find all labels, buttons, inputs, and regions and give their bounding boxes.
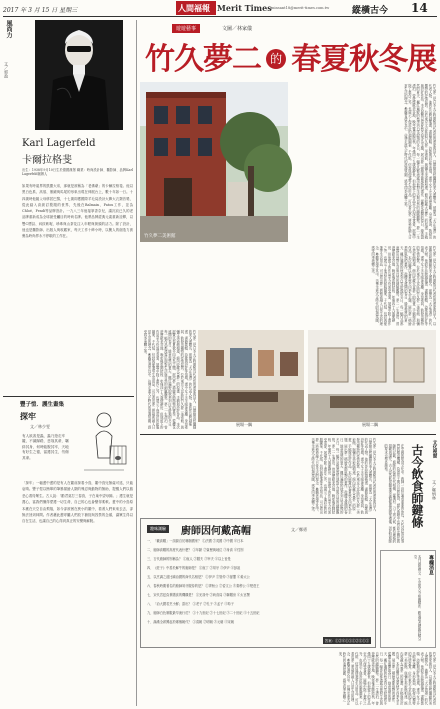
museum-photo xyxy=(140,82,288,242)
page-number: 14 xyxy=(411,1,428,15)
notice-box xyxy=(380,550,436,648)
comic-body: 「探牢」一幅畫中畫的是有人在籠前探看小鳥，籠中鳥兒無處可逃，只能哀鳴。豐子愷以簡單的筆墨描繪人類的殘忍與動物的無助，提醒人們以慈悲心看待眾生。古人說：「勸君莫打三春鳥，子在巢中望母歸。」護生就是護心，當我們懂得愛護一切生命，自己的心也會變得柔軟。畫中的小鳥原本應在天空自由飛翔，如今卻被困在狹小的籠中，看著人們來來去去，卻無法回到林間。作者藉此畫呼籲人們放下捕捉與囚禁的念頭，讓眾生得以自在生活，也讓自己的心得到真正的安樂與解脫。 xyxy=(22,481,133,524)
column-name-block xyxy=(4,20,16,100)
feature-body-bottom: 竹久夢二是日本大正時期極具代表性的畫家與詩人，以描繪哀愁纖細的美人畫聞名，被譽為「大正浪漫」的代表人物。他的作品跨越插畫、書籍裝幀、詩歌與設計等領域，畫中女子多半眼神迷離、身形柔弱，散發出獨特的抒情氣質。位於東京文京區的竹久夢二美術館，與彌生美術館相連，館內收藏大量夢二的原畫、手稿與設計作品。本次展覽以春夏秋冬四季為主題，展出夢二描繪季節風物的畫作，從櫻花盛開的春日、綠意盎然的夏天、楓紅遍野的秋季到白雪紛飛的冬日，每一幅作品都流露出他對生活與自然的細膩觀察。夢二一生漂泊，曾遊歷歐美各地，晚年罹患肺結核，年僅四十九歲便辭世，但他留下的作品至今仍深受喜愛。展場中除了畫作之外，也展示了他設計的和服圖案、千代紙、信封與便箋等生活用品，可以看出夢二將藝術融入日常生活的理念。參觀者漫步其中，彷彿走進大正時代的浪漫氛圍，感受四季流轉之美。 xyxy=(337,652,436,705)
quiz-author: 文／鄭勇 xyxy=(291,527,307,532)
comic-author: 文／林少雯 xyxy=(30,424,50,429)
issue-date: 2017 年 3 月 15 日 星期三 xyxy=(3,7,78,14)
feature-headline xyxy=(145,34,437,78)
photo-one-caption: 展場一隅 xyxy=(236,422,252,427)
notice-body: 本刊誠徵藝文、生活與古今相關稿件，歡迎讀者踴躍投稿分享。 xyxy=(412,555,421,641)
quiz-answer: 答案：①②④①①①②①①① xyxy=(324,639,369,643)
sidebar-article xyxy=(380,438,436,546)
column-rule xyxy=(136,20,137,706)
quiz-line: 八、「治大國若烹小鮮」語出？ ①老子 ②孔子 ③孟子 ④荀子 xyxy=(147,602,234,606)
museum-building-scene xyxy=(140,82,288,242)
feature-body-upper: 竹久夢二是日本大正時期極具代表性的畫家與詩人，以描繪哀愁纖細的美人畫聞名，被譽為「大正浪漫」的代表人物。他的作品跨越插畫、書籍裝幀、詩歌與設計等領域，畫中女子多半眼神迷離、身形柔弱，散發出獨特的抒情氣質。位於東京文京區的竹久夢二美術館，與彌生美術館相連，館內收藏大量夢二的原畫、手稿與設計作品。本次展覽以春夏秋冬四季為主題，展出夢二描繪季節風物的畫作，從櫻花盛開的春日、綠意盎然的夏天、楓紅遍野的秋季到白雪紛飛的冬日，每一幅作品都流露出他對生活與自然的細膩觀察。夢二一生漂泊，曾遊歷歐美各地，晚年罹患肺結核，年僅四十九歲便辭世，但他留下的作品至今仍深受喜愛。展場中除了畫作之外，也展示了他設計的和服圖案、千代紙、信封與便箋等生活用品，可以看出夢二將藝術融入日常生活的理念。參觀者漫步其中，彷彿走進大正時代的浪漫氛圍，感受四季流轉之美。 xyxy=(403,84,436,240)
quiz-line: 三、古代廚師的別稱為？ ①庖人 ②膳夫 ③宰夫 ④以上皆是 xyxy=(147,557,231,561)
header-rule xyxy=(3,16,437,17)
headline-part-two: 春夏秋冬展 xyxy=(291,42,437,77)
portrait-photo xyxy=(35,20,123,130)
main-photo-caption: 竹久夢二美術館 xyxy=(144,234,176,239)
quiz-title: 廚師因何戴高帽 xyxy=(181,526,251,537)
sidebar-author: 文／鄭炳林 xyxy=(432,480,437,500)
gallery-room-two xyxy=(308,330,436,422)
feature-body-middle: 竹久夢二是日本大正時期極具代表性的畫家與詩人，以描繪哀愁纖細的美人畫聞名，被譽為「大正浪漫」的代表人物。他的作品跨越插畫、書籍裝幀、詩歌與設計等領域，畫中女子多半眼神迷離、身形柔弱，散發出獨特的抒情氣質。位於東京文京區的竹久夢二美術館，與彌生美術館相連，館內收藏大量夢二的原畫、手稿與設計作品。本次展覽以春夏秋冬四季為主題，展出夢二描繪季節風物的畫作，從櫻花盛開的春日、綠意盎然的夏天、楓紅遍野的秋季到白雪紛飛的冬日，每一幅作品都流露出他對生活與自然的細膩觀察。夢二一生漂泊，曾遊歷歐美各地，晚年罹患肺結核，年僅四十九歲便辭世，但他留下的作品至今仍深受喜愛。展場中除了畫作之外，也展示了他設計的和服圖案、千代紙、信封與便箋等生活用品，可以看出夢二將藝術融入日常生活的理念。參觀者漫步其中，彷彿走進大正時代的浪漫氛圍，感受四季流轉之美。 xyxy=(370,246,436,326)
quiz-line: 二、廚師高帽的高度代表什麼？ ①年齡 ②資歷與地位 ③身高 ④性別 xyxy=(147,548,244,552)
quiz-list xyxy=(147,539,371,629)
quiz-line: 九、廚師白色制服最早流行於？ ①十九世紀 ②十七世紀 ③二十世紀 ④十五世紀 xyxy=(147,611,260,615)
column-intro: 出生：1938年9月10日生於德國漢堡 職業：時尚設計師、攝影師、品牌Karl Lagerfeld創辦人 xyxy=(22,168,133,177)
column-name: 風尚力 xyxy=(5,20,12,38)
column-author: 文／郭盈 xyxy=(4,62,9,78)
headline-connector: 的 xyxy=(266,49,286,69)
contact-email: minsant18@merit-times.com.tw xyxy=(271,6,330,10)
sidebar-column-name: 文化視窗 xyxy=(432,440,437,458)
quiz-box xyxy=(140,518,376,648)
quiz-line: 七、宋代宮廷負責膳食的機構是？ ①光祿寺 ②尚食局 ③御膳房 ④太官署 xyxy=(147,593,250,597)
sidebar-title: 古今飲食師鍵條 xyxy=(410,444,424,528)
feature-tag: 遊遊藝事 xyxy=(172,24,200,33)
quiz-line: 一、「戴高帽」一詞源自於哪個國家？ ①法國 ②英國 ③中國 ④日本 xyxy=(147,539,244,543)
sidebar-body: 在中國的飲食文化中，廚師一向扮演著重要的角色。古代宮廷設有專門的膳食機構，負責帝王與百官的飲食，歷代典籍中也有許多關於廚師的記載。廚師的技藝代代相傳，從選材、刀工到火候，都有嚴格的規範與講究。古人認為飲食關係著身體健康與國家禮儀，因此對廚師的要求也格外嚴格。 xyxy=(383,444,404,543)
photo-two-caption: 展場二隅 xyxy=(362,422,378,427)
comic-series: 豐子愷．護生畫集 xyxy=(20,402,65,408)
quiz-label: 趣味測驗 xyxy=(147,525,169,533)
page-header xyxy=(3,2,437,16)
gallery-room-one xyxy=(198,330,304,422)
name-chinese: 卡爾拉格斐 xyxy=(22,155,72,166)
brand-en: Merit Times xyxy=(217,3,272,13)
quiz-line: 六、春秋時期著名的廚師易牙服侍的是？ ①齊桓公 ②晉文公 ③秦穆公 ④楚莊王 xyxy=(147,584,260,588)
quiz-line: 五、以烹調之道比喻治國的商代名相是？ ①伊尹 ②管仲 ③晏嬰 ④姜太公 xyxy=(147,575,250,579)
feature-divider xyxy=(140,434,436,435)
feature-byline: 文圖／林家儀 xyxy=(222,26,253,32)
notice-title: 專欄消息 xyxy=(428,555,434,575)
comic-poem: 有人欲害是蟲，蟲乃遊走牢籠，不識歸路，悲哉其命，羈絆其身，何時能脫其牢，天地有好生之德，當護其生，勿傷其命。 xyxy=(22,434,69,460)
section-title: 縱橫古今 xyxy=(352,6,389,16)
feature-body-lower: 竹久夢二是日本大正時期極具代表性的畫家與詩人，以描繪哀愁纖細的美人畫聞名，被譽為「大正浪漫」的代表人物。他的作品跨越插畫、書籍裝幀、詩歌與設計等領域，畫中女子多半眼神迷離、身形柔弱，散發出獨特的抒情氣質。位於東京文京區的竹久夢二美術館，與彌生美術館相連，館內收藏大量夢二的原畫、手稿與設計作品。本次展覽以春夏秋冬四季為主題，展出夢二描繪季節風物的畫作，從櫻花盛開的春日、綠意盎然的夏天、楓紅遍野的秋季到白雪紛飛的冬日，每一幅作品都流露出他對生活與自然的細膩觀察。夢二一生漂泊，曾遊歷歐美各地，晚年罹患肺結核，年僅四十九歲便辭世，但他留下的作品至今仍深受喜愛。展場中除了畫作之外，也展示了他設計的和服圖案、千代紙、信封與便箋等生活用品，可以看出夢二將藝術融入日常生活的理念。參觀者漫步其中，彷彿走進大正時代的浪漫氛圍，感受四季流轉之美。 xyxy=(310,438,376,514)
column-body: 如果有時裝界的凱撒大帝，那就是被稱為「老佛爺」的卡爾拉格斐。他以黑白色系、高領、墨鏡與馬尾的形象出現在伸展台上，數十年如一日。十四歲時他隨父母移居巴黎，十七歲即獲國際羊毛局設計大賽大衣類首獎，從此踏入高級訂製服的世界，先後在Balmain、Patou工作，並為Chloé、Fendi等品牌設計。一九八三年他接掌香奈兒，讓沉寂已久的老品牌重新成為全球最受矚目的時尚名牌。他將品牌經典元素重新詮釋，以雙C標誌、斜紋軟呢、珍珠與山茶花注入年輕與街頭的活力。除了設計，他也是攝影師、出版人與收藏家，每天工作十餘小時，以驚人的創造力被譽為時尚界永不停歇的工作狂。 xyxy=(22,184,133,239)
brand-cn: 人間福報 xyxy=(178,3,210,13)
exhibition-photo-two xyxy=(308,330,436,427)
quiz-line: 十、滿漢全席興起於哪個朝代？ ①清朝 ②明朝 ③元朝 ④宋朝 xyxy=(147,620,234,624)
exhibition-photo-one xyxy=(198,330,304,427)
name-english: Karl Lagerfeld xyxy=(22,138,96,149)
caged-bird-drawing xyxy=(76,400,132,476)
portrait-illustration xyxy=(35,20,123,130)
comic-title: 探牢 xyxy=(20,411,36,421)
headline-part-one: 竹久夢二 xyxy=(145,42,261,77)
column-divider xyxy=(3,396,134,397)
quiz-line: 四、《莊子》中善於解牛的廚師是？ ①庖丁 ②易牙 ③伊尹 ④彭祖 xyxy=(147,566,241,570)
comic-illustration xyxy=(76,400,132,476)
feature-body-left: 竹久夢二是日本大正時期極具代表性的畫家與詩人，以描繪哀愁纖細的美人畫聞名，被譽為「大正浪漫」的代表人物。他的作品跨越插畫、書籍裝幀、詩歌與設計等領域，畫中女子多半眼神迷離、身形柔弱，散發出獨特的抒情氣質。位於東京文京區的竹久夢二美術館，與彌生美術館相連，館內收藏大量夢二的原畫、手稿與設計作品。本次展覽以春夏秋冬四季為主題，展出夢二描繪季節風物的畫作，從櫻花盛開的春日、綠意盎然的夏天、楓紅遍野的秋季到白雪紛飛的冬日，每一幅作品都流露出他對生活與自然的細膩觀察。夢二一生漂泊，曾遊歷歐美各地，晚年罹患肺結核，年僅四十九歲便辭世，但他留下的作品至今仍深受喜愛。展場中除了畫作之外，也展示了他設計的和服圖案、千代紙、信封與便箋等生活用品，可以看出夢二將藝術融入日常生活的理念。參觀者漫步其中，彷彿走進大正時代的浪漫氛圍，感受四季流轉之美。 xyxy=(142,330,196,429)
